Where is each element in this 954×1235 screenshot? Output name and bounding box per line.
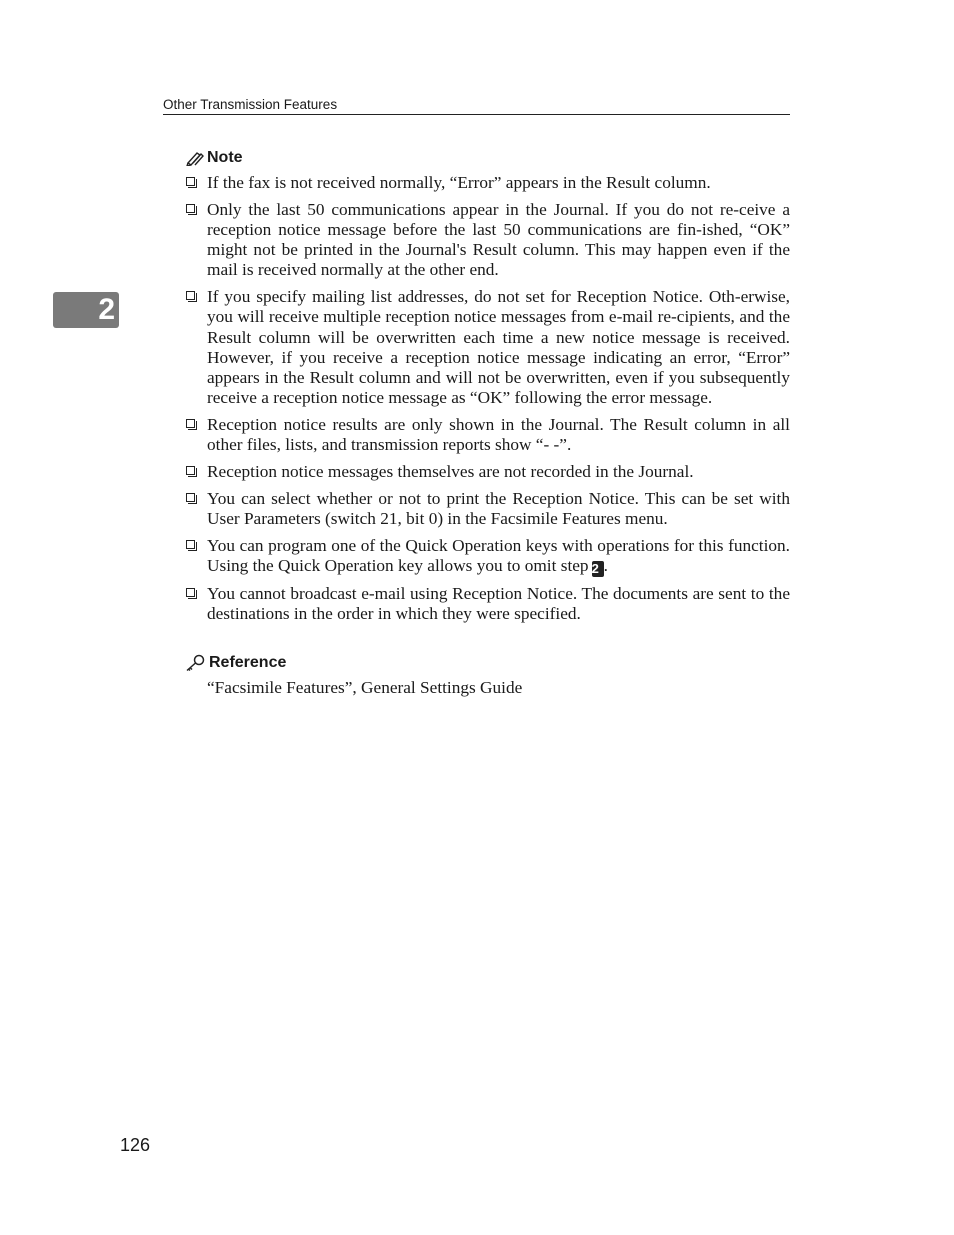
- list-item: If the fax is not received normally, “Error” appears in the Result column.: [185, 173, 790, 193]
- list-item: You can program one of the Quick Operation keys with operations for this function. Using the Quick Operation key allows you to omit step 2 .: [185, 536, 790, 577]
- reference-text: “Facsimile Features”, General Settings Guide: [207, 678, 523, 697]
- chapter-tab: [53, 292, 119, 328]
- reference-title: Reference: [209, 654, 287, 671]
- reference-heading: [185, 654, 286, 672]
- list-item: If you specify mailing list addresses, do not set for Reception Notice. Oth-erwise, you will receive multiple reception notice messages from e-mail re-cipients, and the Result column will be overwritten each time a new notice message is received. However, if you receive a reception notice message indicating an error, “Error” appears in the Result column and will not be overwritten, even if you subsequently receive a reception notice message as “OK” following the error message.: [185, 287, 790, 408]
- checkbox-bullet-icon: [186, 493, 195, 502]
- checkbox-bullet-icon: [186, 177, 195, 186]
- checkbox-bullet-icon: [186, 204, 195, 213]
- checkbox-bullet-icon: [186, 291, 195, 300]
- running-header: Other Transmission Features: [163, 96, 790, 115]
- list-item: Reception notice results are only shown in the Journal. The Result column in all other files, lists, and transmission reports show “- -”.: [185, 415, 790, 455]
- list-item: You cannot broadcast e-mail using Reception Notice. The documents are sent to the destinations in the order in which they were specified.: [185, 584, 790, 624]
- checkbox-bullet-icon: [186, 540, 195, 549]
- note-title: Note: [207, 149, 243, 166]
- checkbox-bullet-icon: [186, 466, 195, 475]
- list-item: Only the last 50 communications appear in the Journal. If you do not re-ceive a reception notice message before the last 50 communications are fin-ished, “OK” might not be printed in the Journal's Result column. This may happen even if the mail is received normally at the other end.: [185, 200, 790, 281]
- note-list: [185, 173, 790, 631]
- list-item: You can select whether or not to print the Reception Notice. This can be set with User Parameters (switch 21, bit 0) in the Facsimile Features menu.: [185, 489, 790, 529]
- chapter-number: 2: [98, 293, 115, 326]
- page-number: 126: [120, 1135, 151, 1155]
- list-item: Reception notice messages themselves are not recorded in the Journal.: [185, 462, 790, 482]
- checkbox-bullet-icon: [186, 419, 195, 428]
- checkbox-bullet-icon: [186, 588, 195, 597]
- step-number-badge: 2: [592, 561, 604, 577]
- pencil-icon: [185, 150, 205, 166]
- note-heading: [185, 149, 243, 167]
- magnifier-key-icon: [185, 654, 207, 672]
